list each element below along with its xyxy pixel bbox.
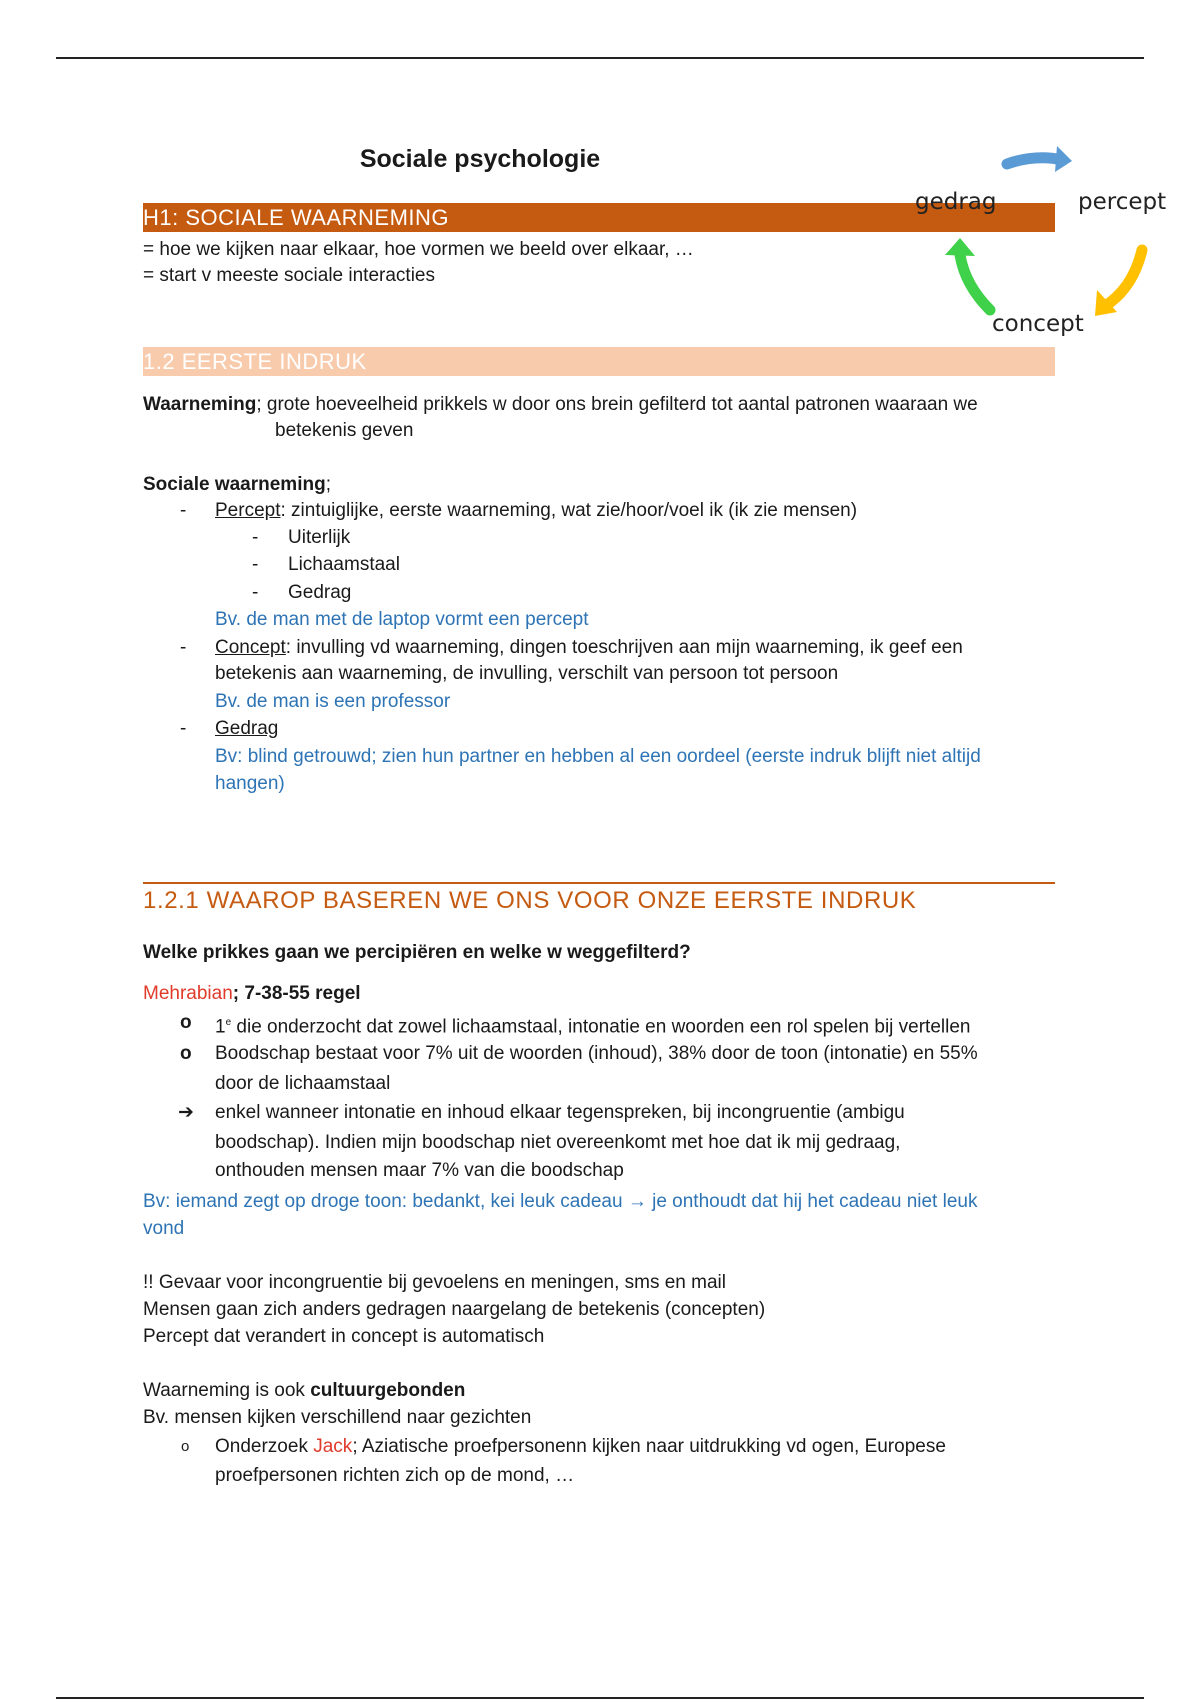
- mehrabian-name: Mehrabian: [143, 983, 233, 1004]
- diagram-label-gedrag: gedrag: [915, 189, 997, 215]
- percept-subitem: Gedrag: [288, 582, 352, 603]
- dash-bullet: -: [252, 554, 259, 575]
- intro-line-1: = hoe we kijken naar elkaar, hoe vormen we beeld over elkaar, …: [143, 239, 694, 260]
- waarneming-def-text: ; grote hoeveelheid prikkels w door ons brein gefilterd tot aantal patronen waaraan we: [256, 394, 978, 415]
- circle-bullet: o: [180, 1043, 192, 1064]
- dash-bullet: -: [180, 637, 187, 658]
- question-text: Welke prikkes gaan we percipiëren en welke w weggefilterd?: [143, 942, 691, 963]
- concept-example: Bv. de man is een professor: [215, 691, 451, 712]
- mehrabian-item-1-text: die onderzocht dat zowel lichaamstaal, intonatie en woorden een rol spelen bij vertellen: [231, 1016, 971, 1038]
- arrow-icon: →: [627, 1191, 647, 1212]
- note-line-3: Percept dat verandert in concept is automatisch: [143, 1326, 545, 1347]
- concept-text: : invulling vd waarneming, dingen toeschrijven aan mijn waarneming, ik geef een: [285, 637, 963, 658]
- note-line-1: !! Gevaar voor incongruentie bij gevoelens en meningen, sms en mail: [143, 1272, 726, 1293]
- mehrabian-item-2-cont: door de lichaamstaal: [215, 1073, 391, 1094]
- ordinal: 1: [215, 1016, 226, 1038]
- gedrag-term: Gedrag: [215, 718, 279, 739]
- dash-bullet: -: [252, 582, 259, 603]
- percept-subitem: Lichaamstaal: [288, 554, 400, 575]
- cultuur-example: Bv. mensen kijken verschillend naar gezichten: [143, 1407, 532, 1428]
- mehrabian-item-1: [215, 1010, 970, 1040]
- bottom-rule: [56, 1697, 1144, 1699]
- sociale-heading: [143, 472, 331, 498]
- concept-item-cont: betekenis aan waarneming, de invulling, verschilt van persoon tot persoon: [215, 663, 839, 684]
- waarneming-term: Waarneming: [143, 394, 257, 415]
- diagram-label-concept: concept: [992, 311, 1084, 337]
- percept-subitem: Uiterlijk: [288, 527, 351, 548]
- percept-example: Bv. de man met de laptop vormt een percept: [215, 609, 589, 630]
- mehrabian-arrow-line-3: onthouden mensen maar 7% van die boodschap: [215, 1160, 624, 1181]
- jack-item-cont: proefpersonen richten zich op de mond, …: [215, 1465, 575, 1486]
- sociale-heading-text: Sociale waarneming: [143, 474, 326, 495]
- concept-item: [215, 635, 963, 661]
- percept-text: : zintuiglijke, eerste waarneming, wat zie/hoor/voel ik (ik zie mensen): [280, 500, 858, 521]
- waarneming-def-cont: betekenis geven: [275, 420, 414, 441]
- arrow-bullet: ➔: [178, 1102, 194, 1123]
- ordinal-sup: e: [225, 1017, 232, 1028]
- percept-term: Percept: [215, 500, 281, 521]
- circle-bullet: o: [180, 1012, 192, 1033]
- diagram-label-percept: percept: [1078, 189, 1167, 215]
- mehrabian-rule: ; 7-38-55 regel: [232, 983, 361, 1004]
- jack-item: [215, 1434, 946, 1460]
- cultuur-pre: Waarneming is ook: [143, 1380, 311, 1401]
- green-arrowhead: [945, 238, 975, 256]
- dash-bullet: -: [180, 500, 187, 521]
- page-title: Sociale psychologie: [359, 145, 601, 173]
- circle-bullet: o: [181, 1438, 190, 1455]
- green-arrow: [960, 255, 990, 310]
- mehrabian-item-2: Boodschap bestaat voor 7% uit de woorden (inhoud), 38% door de toon (intonatie) en 55%: [215, 1043, 978, 1064]
- example-text-a: Bv: iemand zegt op droge toon: bedankt, kei leuk cadeau: [143, 1191, 628, 1212]
- percept-item: [215, 498, 857, 524]
- jack-name: Jack: [313, 1436, 353, 1457]
- blue-arrow: [1007, 158, 1063, 164]
- note-line-2: Mensen gaan zich anders gedragen naargelang de betekenis (concepten): [143, 1299, 766, 1320]
- mehrabian-arrow-line-1: enkel wanneer intonatie en inhoud elkaar tegenspreken, bij incongruentie (ambigu: [215, 1102, 905, 1123]
- mehrabian-arrow-line-2: boodschap). Indien mijn boodschap niet overeenkomt met hoe dat ik mij gedraag,: [215, 1132, 901, 1153]
- mehrabian-heading: [143, 981, 361, 1007]
- blue-arrowhead: [1055, 146, 1072, 172]
- cultuur-bold: cultuurgebonden: [310, 1380, 466, 1401]
- jack-item-pre: Onderzoek: [215, 1436, 314, 1457]
- mehrabian-example: [143, 1189, 977, 1215]
- question: [143, 940, 691, 966]
- dash-bullet: -: [180, 718, 187, 739]
- concept-term: Concept: [215, 637, 286, 658]
- gedrag-example-cont: hangen): [215, 773, 285, 794]
- jack-item-rest: ; Aziatische proefpersonenn kijken naar uitdrukking vd ogen, Europese: [352, 1436, 946, 1457]
- yellow-arrow: [1105, 250, 1142, 306]
- heading-1: H1: SOCIALE WAARNEMING: [143, 203, 1055, 232]
- heading-3: 1.2.1 WAAROP BASEREN WE ONS VOOR ONZE EERSTE INDRUK: [143, 882, 1055, 915]
- mehrabian-example-cont: vond: [143, 1218, 185, 1239]
- sociale-heading-sep: ;: [325, 474, 331, 495]
- cultuur-line: [143, 1378, 465, 1404]
- cycle-diagram: [905, 140, 1180, 340]
- gedrag-item: [215, 716, 278, 742]
- waarneming-def: [143, 392, 978, 418]
- dash-bullet: -: [252, 527, 259, 548]
- example-text-b: je onthoudt dat hij het cadeau niet leuk: [646, 1191, 978, 1212]
- gedrag-example: Bv: blind getrouwd; zien hun partner en hebben al een oordeel (eerste indruk blijft niet altijd: [215, 746, 981, 767]
- top-rule: [56, 57, 1144, 59]
- intro-line-2: = start v meeste sociale interacties: [143, 265, 435, 286]
- heading-2: 1.2 EERSTE INDRUK: [143, 347, 1055, 376]
